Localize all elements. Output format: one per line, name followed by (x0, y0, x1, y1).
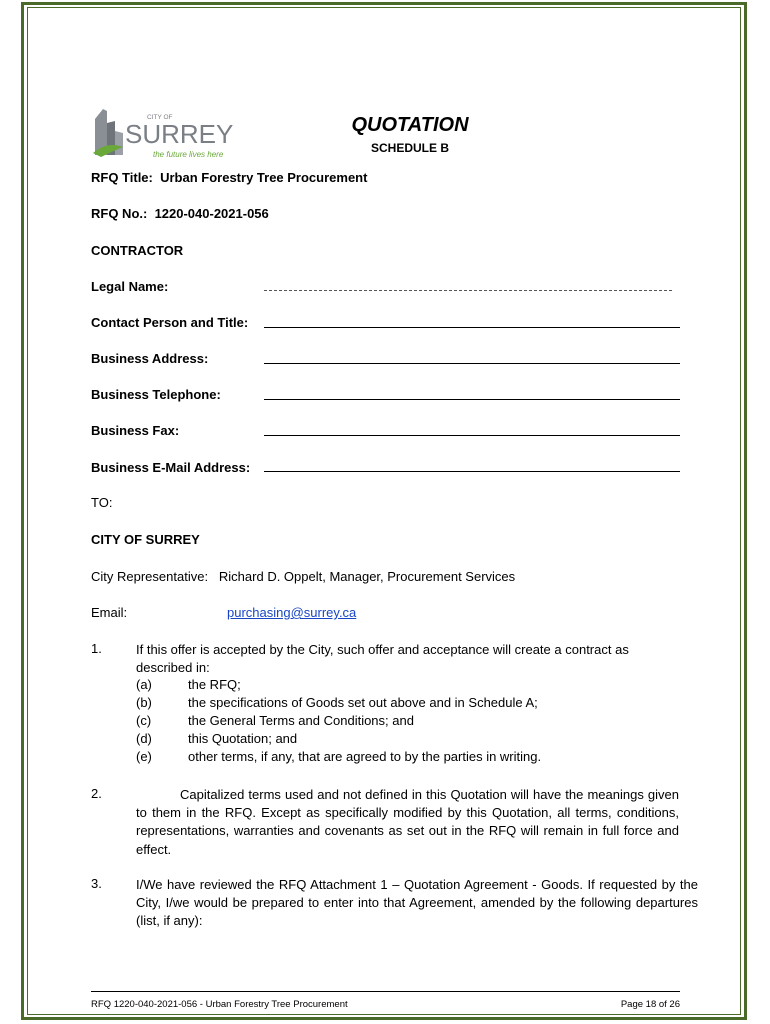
clause-1-number: 1. (91, 641, 102, 656)
contact-person-label: Contact Person and Title: (91, 315, 249, 330)
logo-building-short (115, 131, 123, 155)
clause-1-item-c-text: the General Terms and Conditions; and (188, 713, 414, 728)
legal-name-label: Legal Name: (91, 279, 169, 294)
logo-surrey-text: SURREY (125, 119, 233, 149)
business-address-field[interactable] (264, 363, 680, 364)
clause-1-item-c-label: (c) (136, 713, 152, 728)
footer-rfq-text: RFQ 1220-040-2021-056 - Urban Forestry Tree Procurement (91, 999, 348, 1010)
email-link[interactable]: purchasing@surrey.ca (227, 605, 357, 620)
business-telephone-field[interactable] (264, 399, 680, 400)
rfq-no-label: RFQ No.: (91, 206, 148, 221)
clause-1-text: If this offer is accepted by the City, such offer and acceptance will create a contract as described in: (136, 642, 629, 676)
business-email-field[interactable] (264, 471, 680, 472)
clause-1-item-b-text: the specifications of Goods set out above and in Schedule A; (188, 695, 538, 710)
city-rep-value: Richard D. Oppelt, Manager, Procurement Services (218, 569, 516, 584)
document-title: QUOTATION (351, 114, 469, 136)
to-label: TO: (91, 495, 113, 510)
email-label: Email: (91, 605, 128, 620)
footer-rule (91, 991, 680, 992)
business-address-label: Business Address: (91, 351, 209, 366)
rfq-no-value: 1220-040-2021-056 (154, 206, 269, 221)
clause-1-item-b-label: (b) (136, 695, 152, 710)
business-fax-label: Business Fax: (91, 423, 180, 438)
clause-1-item-a-text: the RFQ; (188, 677, 241, 692)
clause-1-item-d-text: this Quotation; and (188, 731, 298, 746)
clause-1-item-e-label: (e) (136, 749, 152, 764)
document-subtitle: SCHEDULE B (370, 141, 449, 155)
contact-person-field[interactable] (264, 327, 680, 328)
clause-3-text: I/We have reviewed the RFQ Attachment 1 – Quotation Agreement - Goods. If requested by the City, I/we would be prepared to enter into that Agreement, amended by the following departures (list, if any): (136, 877, 698, 929)
clause-3-number: 3. (91, 876, 102, 891)
clause-2-number: 2. (91, 786, 102, 801)
clause-1-item-d-label: (d) (136, 731, 152, 746)
city-rep-label: City Representative: (91, 569, 209, 584)
business-telephone-label: Business Telephone: (91, 387, 221, 402)
logo-city-of-text: CITY OF (147, 114, 173, 121)
logo-tagline-text: the future lives here (153, 150, 224, 159)
rfq-title-label: RFQ Title: (91, 170, 153, 185)
rfq-title-row (91, 170, 367, 185)
business-email-label: Business E-Mail Address: (91, 460, 251, 475)
business-fax-field[interactable] (264, 435, 680, 436)
rfq-title-value: Urban Forestry Tree Procurement (160, 170, 368, 185)
footer-page-number: Page 18 of 26 (620, 999, 680, 1010)
clause-1-item-a-label: (a) (136, 677, 152, 692)
clause-1-item-e-text: other terms, if any, that are agreed to by the parties in writing. (188, 749, 542, 764)
city-of-surrey-logo (93, 105, 233, 161)
city-heading: CITY OF SURREY (91, 532, 200, 547)
contractor-heading: CONTRACTOR (91, 243, 184, 258)
clause-2-text: Capitalized terms used and not defined in this Quotation will have the meanings given to them in the RFQ. Except as specifically modified by this Quotation, all terms, conditions, representations, warranties and covenants as set out in the RFQ will remain in full force and effect. (136, 787, 679, 857)
legal-name-field[interactable] (264, 290, 672, 291)
rfq-no-row (91, 206, 269, 221)
city-rep-row (91, 569, 515, 584)
